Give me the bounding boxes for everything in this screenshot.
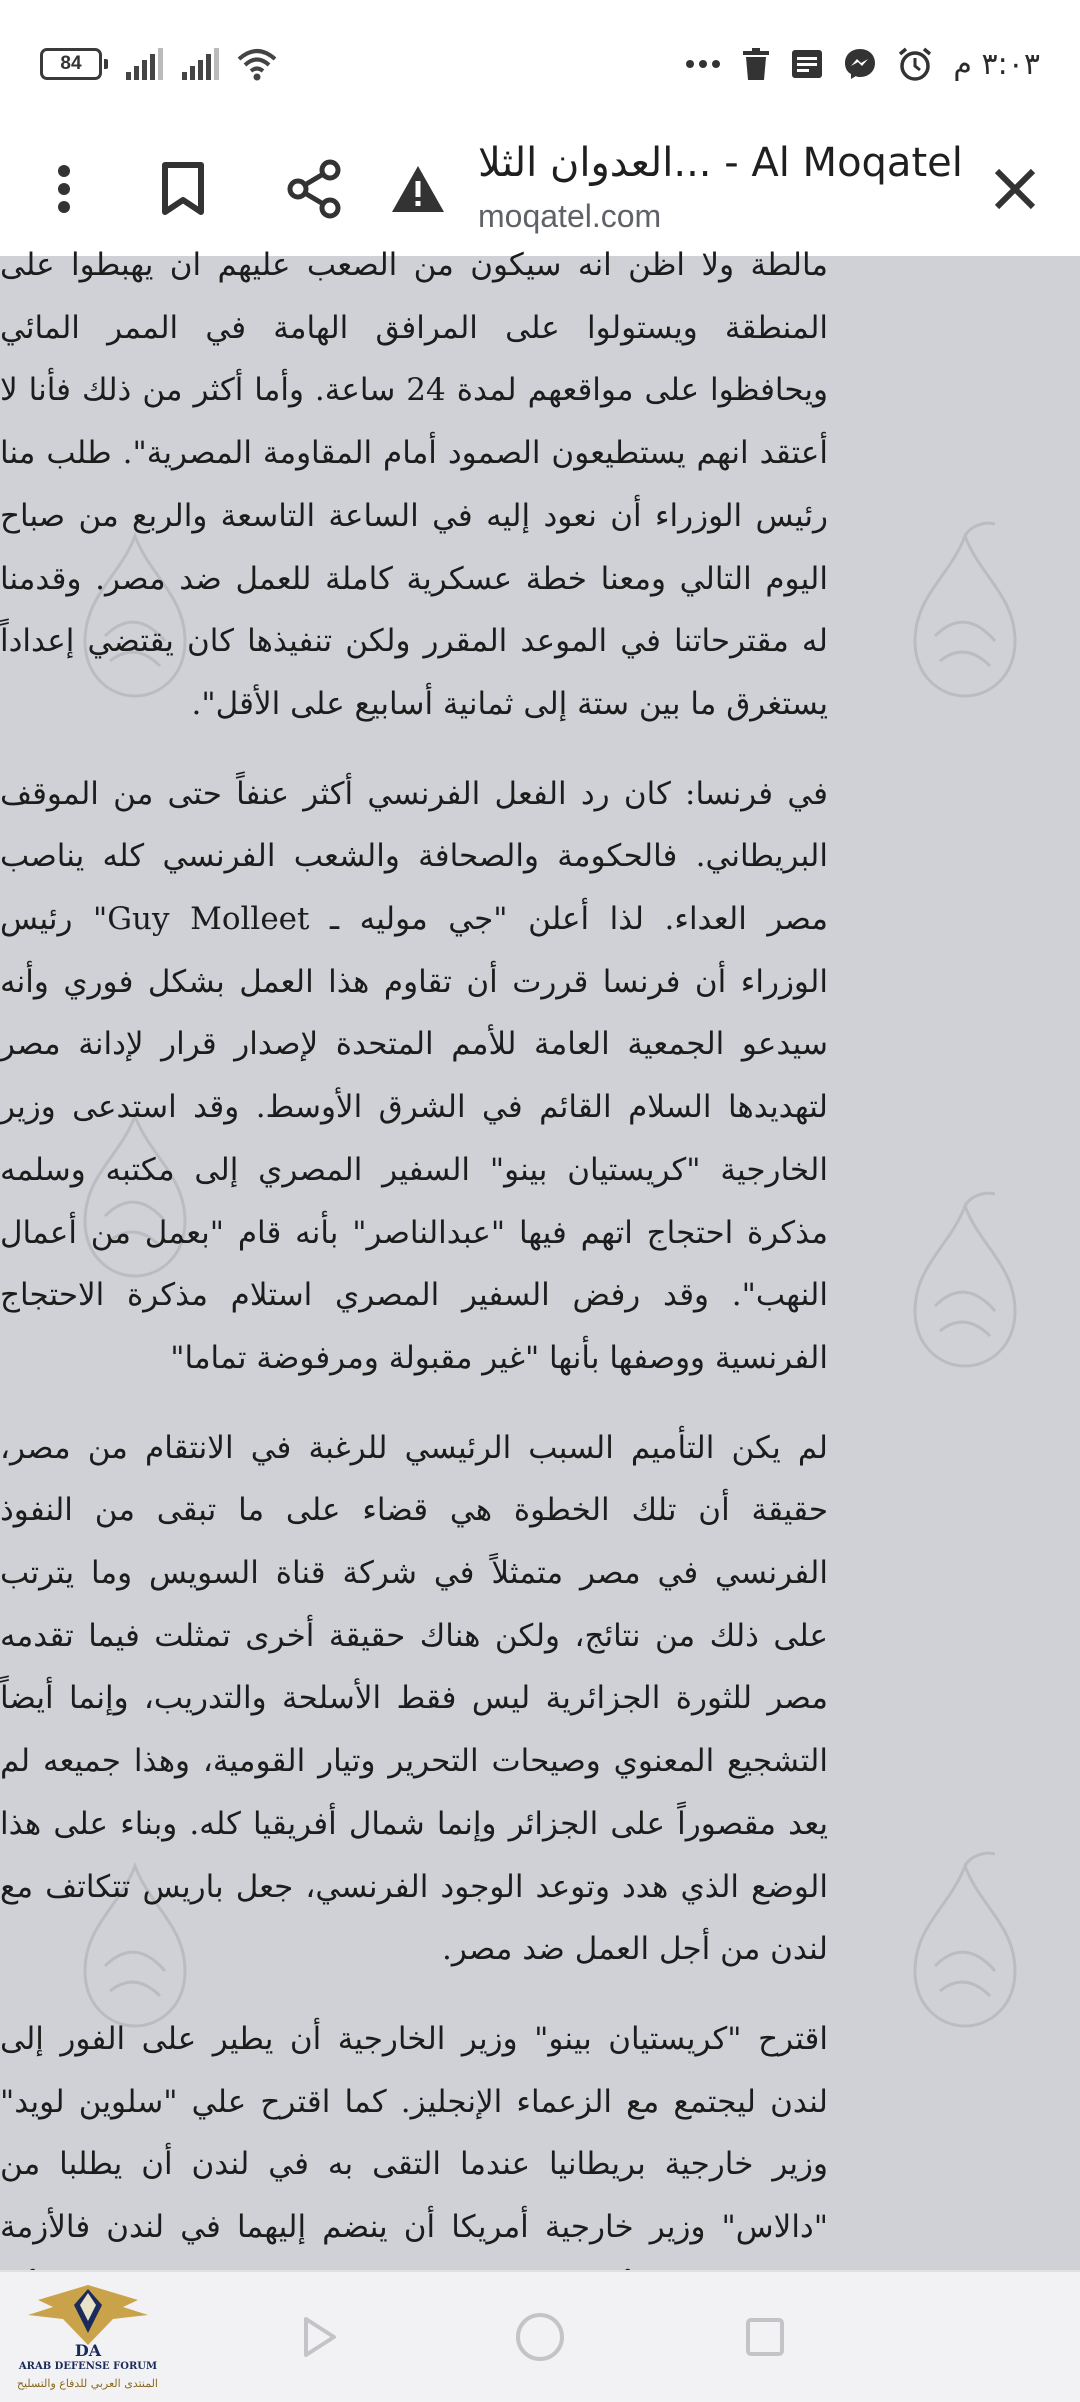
close-icon <box>993 167 1037 211</box>
recents-icon <box>745 2317 785 2357</box>
nav-recents-button[interactable] <box>705 2272 825 2402</box>
messenger-icon <box>843 47 877 81</box>
more-icon <box>685 59 721 69</box>
share-button[interactable] <box>268 142 360 236</box>
forum-logo-emblem: DA <box>74 2341 102 2360</box>
message-icon <box>791 49 823 79</box>
bookmark-icon <box>161 162 205 216</box>
watermark-icon <box>890 1846 1040 2036</box>
page-title: العدوان الثلا... - Al Moqatel <box>478 140 963 186</box>
alarm-icon <box>897 46 933 82</box>
back-icon <box>300 2315 340 2359</box>
article-paragraph: لم يكن التأميم السبب الرئيسي للرغبة في الانتقام من مصر، حقيقة أن تلك الخطوة هي قضاء على ما تبقى من النفوذ الفرنسي في مصر متمثلاً في شركة قناة السويس وما يترتب على ذلك من نتائج، ولكن هناك حقيقة أخرى تمثلت فيما تقدمه مصر للثورة الجزائرية ليس فقط الأسلحة والتدريب، وإنما أيضاً التشجيع المعنوي وصيحات التحرير وتيار القومية، وهذا جميعه لم يعد مقصوراً على الجزائر وإنما شمال أفريقيا كله. وبناء على هذا الوضع الذي هدد وتوعد الوجود الفرنسي، جعل باريس تتكاتف مع لندن من أجل العمل ضد مصر. <box>0 1429 828 1968</box>
share-icon <box>286 159 342 219</box>
security-warning-button[interactable] <box>372 142 464 236</box>
page-title-area[interactable] <box>478 130 963 240</box>
system-nav-bar <box>0 2270 1080 2402</box>
more-vert-button[interactable] <box>22 142 106 236</box>
warning-icon <box>390 164 446 214</box>
status-bar <box>0 0 1080 120</box>
article-paragraph: في فرنسا: كان رد الفعل الفرنسي أكثر عنفاً حتى من الموقف البريطاني. فالحكومة والصحافة والشعب الفرنسي كله يناصب مصر العداء. لذا أعلن "جي موليه ـ Guy Molleet" رئيس الوزراء أن فرنسا قررت أن تقاوم هذا العمل بشكل فوري وأنه سيدعو الجمعية العامة للأمم المتحدة لإصدار قرار لإدانة مصر لتهديدها السلام القائم في الشرق الأوسط. وقد استدعى وزير الخارجية "كريستيان بينو" السفير المصري إلى مكتبه وسلمه مذكرة احتجاج اتهم فيها "عبدالناصر" بأنه قام "بعمل من أعمال النهب". وقد رفض السفير المصري استلام مذكرة الاحتجاج الفرنسية ووصفها بأنها "غير مقبولة ومرفوضة تماما" <box>0 775 828 1376</box>
status-time: ٣:٠٣ م <box>953 46 1040 82</box>
signal-icon <box>180 48 220 80</box>
page-domain: moqatel.com <box>478 198 662 234</box>
forum-logo-arabic: المنتدى العربي للدفاع والتسليح <box>16 2377 158 2390</box>
forum-logo-name: ARAB DEFENSE FORUM <box>18 2361 158 2372</box>
close-button[interactable] <box>970 142 1060 236</box>
bookmark-button[interactable] <box>138 142 228 236</box>
more-vert-icon <box>57 164 71 214</box>
status-left <box>40 44 278 84</box>
wifi-icon <box>236 47 278 81</box>
signal-icon <box>124 48 164 80</box>
nav-home-button[interactable] <box>480 2272 600 2402</box>
article-body <box>0 234 828 2349</box>
battery-icon <box>40 48 108 80</box>
nav-back-button[interactable] <box>260 2272 380 2402</box>
article-paragraph: مالطة ولا اظن انه سيكون من الصعب عليهم ان يهبطوا على المنطقة ويستولوا على المرافق الهامة في الممر المائي ويحافظوا على مواقعهم لمدة 24 ساعة. وأما أكثر من ذلك فأنا لا أعتقد انهم يستطيعون الصمود أمام المقاومة المصرية". طلب منا رئيس الوزراء أن نعود إليه في الساعة التاسعة والربع من صباح اليوم التالي ومعنا خطة عسكرية كاملة للعمل ضد مصر. وقدمنا له مقترحاتنا في الموعد المقرر ولكن تنفيذها كان يقتضي إعداداً يستغرق ما بين ستة إلى ثمانية أسابيع على الأقل". <box>0 247 828 722</box>
battery-level: 84 <box>40 48 102 80</box>
watermark-icon <box>890 516 1040 706</box>
forum-logo <box>18 2275 158 2397</box>
home-icon <box>514 2311 566 2363</box>
article-paragraph: اقترح "كريستيان بينو" وزير الخارجية أن يطير على الفور إلى لندن ليجتمع مع الزعماء الإنجليز. كما اقترح علي "سلوين لويد" وزير خارجية بريطانيا عندما التقى به في لندن أن يطلبا من "دالاس" وزير خارجية أمريكا أن ينضم إليهما في لندن فالأزمة <box>0 2020 828 2246</box>
status-right <box>685 40 1040 88</box>
web-content[interactable] <box>0 247 1080 2270</box>
trash-icon <box>741 48 771 80</box>
watermark-icon <box>890 1186 1040 1376</box>
